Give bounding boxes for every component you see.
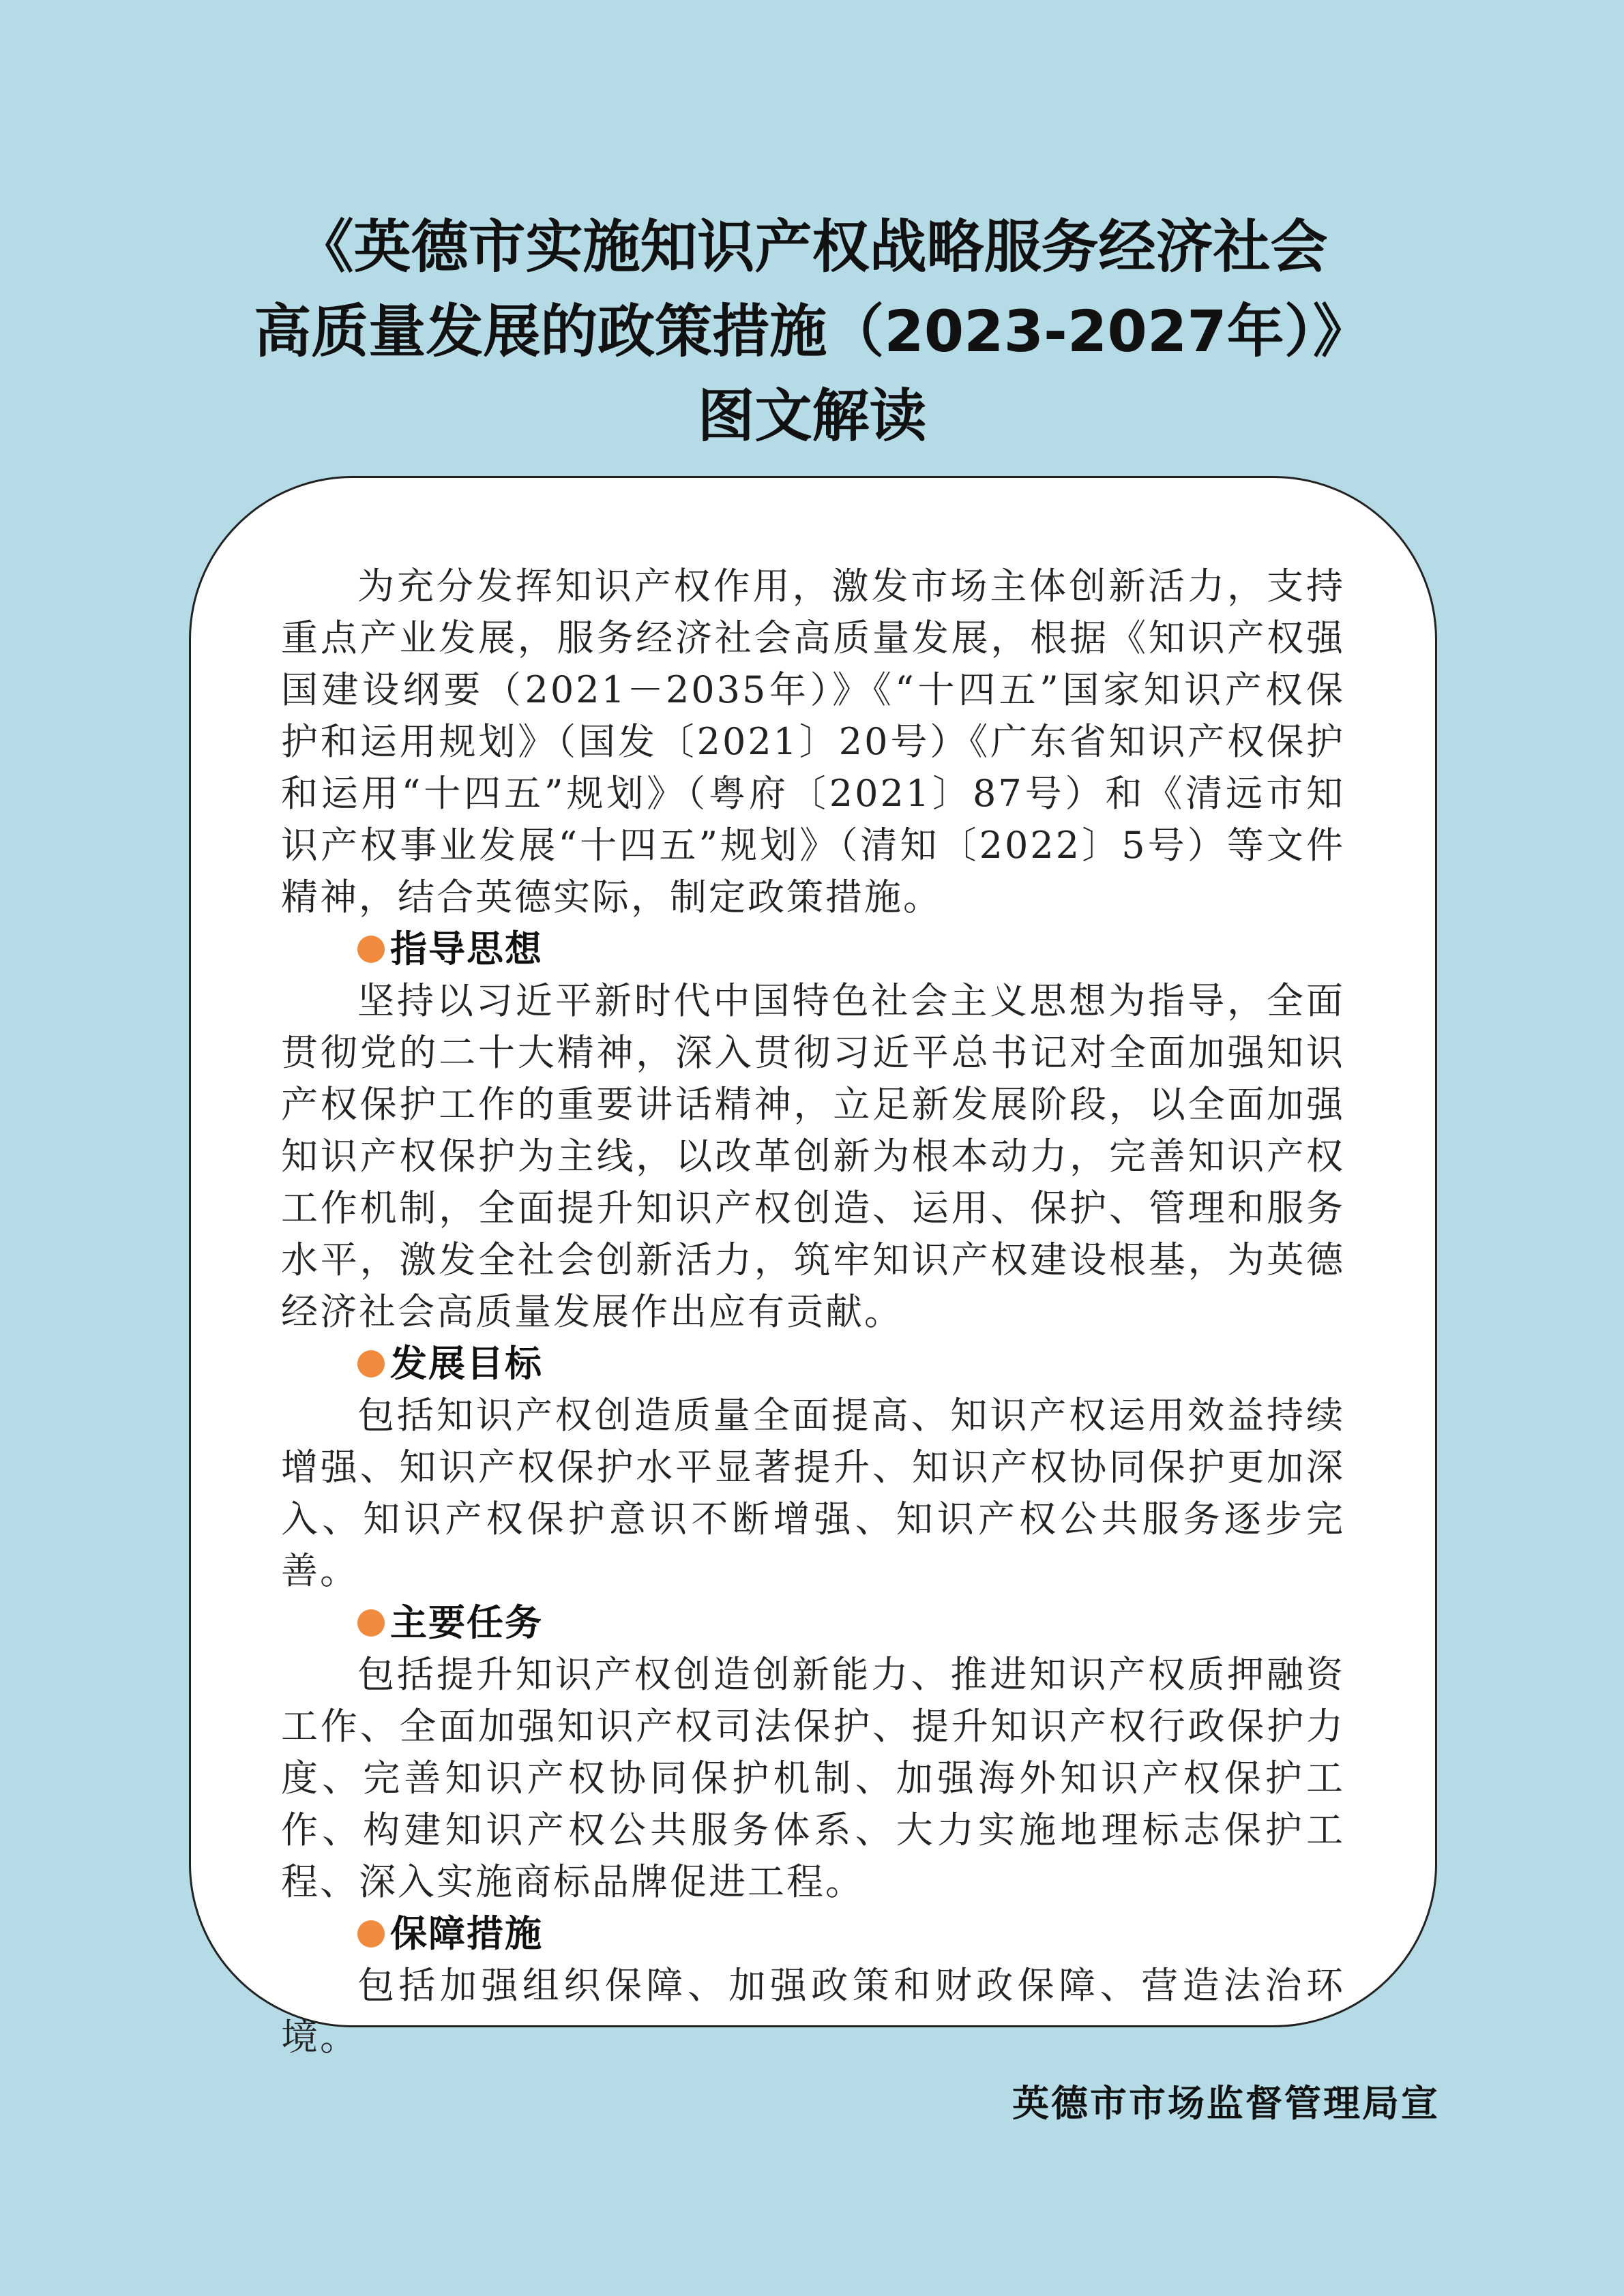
section-heading-label: 保障措施 <box>390 1912 543 1955</box>
section-heading-main-tasks <box>281 1597 1345 1649</box>
content-body <box>281 561 1345 2063</box>
section-body-main-tasks: 包括提升知识产权创造创新能力、推进知识产权质押融资工作、全面加强知识产权司法保护、提升知识产权行政保护力度、完善知识产权协同保护机制、加强海外知识产权保护工作、构建知识产权公共服务体系、大力实施地理标志保护工程、深入实施商标品牌促进工程。 <box>281 1653 1345 1903</box>
page-title <box>0 205 1624 458</box>
title-line-1: 《英德市实施知识产权战略服务经济社会 <box>296 213 1328 280</box>
section-heading-guiding-ideology <box>281 923 1345 975</box>
orange-bullet-icon <box>357 936 385 963</box>
section-body-development-goals: 包括知识产权创造质量全面提高、知识产权运用效益持续增强、知识产权保护水平显著提升、知识产权协同保护更加深入、知识产权保护意识不断增强、知识产权公共服务逐步完善。 <box>281 1394 1345 1592</box>
section-heading-safeguards <box>281 1908 1345 1960</box>
orange-bullet-icon <box>357 1350 385 1377</box>
section-heading-label: 指导思想 <box>390 927 543 970</box>
title-line-3: 图文解读 <box>697 383 927 449</box>
section-body-safeguards: 包括加强组织保障、加强政策和财政保障、营造法治环境。 <box>281 1964 1345 2059</box>
orange-bullet-icon <box>357 1920 385 1948</box>
section-heading-label: 发展目标 <box>390 1342 543 1385</box>
intro-paragraph: 为充分发挥知识产权作用，激发市场主体创新活力，支持重点产业发展，服务经济社会高质量发展，根据《知识产权强国建设纲要（2021－2035年）》《“十四五”国家知识产权保护和运用规划》（国发〔2021〕20号）《广东省知识产权保护和运用“十四五”规划》（粤府〔2021〕87号）和《清远市知识产权事业发展“十四五”规划》（清知〔2022〕5号）等文件精神，结合英德实际，制定政策措施。 <box>281 565 1345 919</box>
title-line-2: 高质量发展的政策措施（2023-2027年）》 <box>254 298 1370 365</box>
section-body-guiding-ideology: 坚持以习近平新时代中国特色社会主义思想为指导，全面贯彻党的二十大精神，深入贯彻习近平总书记对全面加强知识产权保护工作的重要讲话精神，立足新发展阶段，以全面加强知识产权保护为主线，以改革创新为根本动力，完善知识产权工作机制，全面提升知识产权创造、运用、保护、管理和服务水平，激发全社会创新活力，筑牢知识产权建设根基，为英德经济社会高质量发展作出应有贡献。 <box>281 979 1345 1333</box>
orange-bullet-icon <box>357 1609 385 1637</box>
section-heading-label: 主要任务 <box>390 1601 543 1644</box>
publisher-credit: 英德市市场监督管理局宣 <box>1012 2082 1440 2125</box>
section-heading-development-goals <box>281 1338 1345 1390</box>
